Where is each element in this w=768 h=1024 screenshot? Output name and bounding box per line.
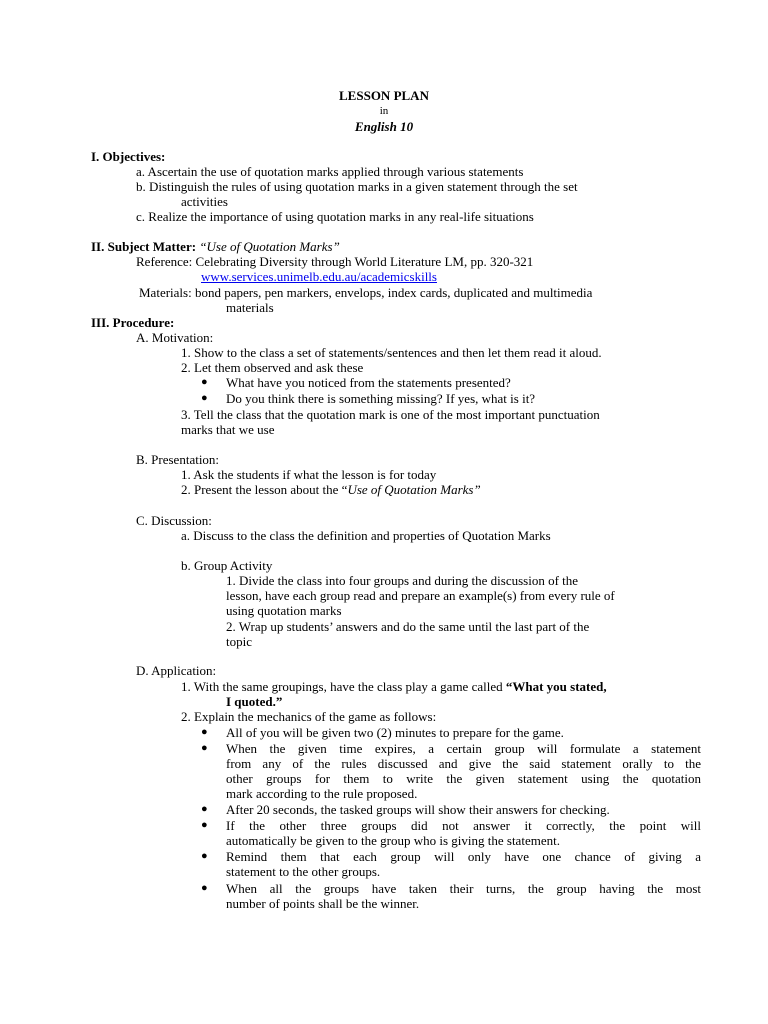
application-label: D. Application:	[136, 663, 217, 678]
discussion-label: C. Discussion:	[136, 513, 212, 528]
procedure-heading: III. Procedure:	[91, 315, 175, 330]
motivation-step-3-continued: marks that we use	[181, 422, 275, 437]
bullet-icon: ●	[201, 803, 208, 815]
subject-matter-line	[91, 239, 340, 254]
mechanic-2-end: mark according to the rule proposed.	[226, 786, 418, 801]
presentation-label: B. Presentation:	[136, 452, 220, 467]
materials-continued: materials	[226, 300, 274, 315]
presentation-step-2-topic: Use of Quotation Marks”	[347, 482, 481, 497]
mechanic-4-end: automatically be given to the group who is giving the statement.	[226, 833, 560, 848]
bullet-icon: ●	[201, 726, 208, 738]
reference-text: Reference: Celebrating Diversity through World Literature LM, pp. 320-321	[136, 254, 534, 269]
objective-b: b. Distinguish the rules of using quotation marks in a given statement through the set	[136, 179, 578, 194]
group-step-1: 1. Divide the class into four groups and during the discussion of the	[226, 573, 579, 588]
application-step-1	[181, 679, 607, 694]
subject-matter-topic: “Use of Quotation Marks”	[199, 239, 340, 254]
group-step-1-end: using quotation marks	[226, 603, 342, 618]
mechanic-3: After 20 seconds, the tasked groups will show their answers for checking.	[226, 802, 610, 817]
objective-b-continued: activities	[181, 194, 228, 209]
bullet-icon: ●	[201, 392, 208, 404]
presentation-step-1: 1. Ask the students if what the lesson is for today	[181, 467, 437, 482]
mechanic-6: When all the groups have taken their turns, the group having the most	[226, 881, 701, 896]
subject-matter-heading: II. Subject Matter:	[91, 239, 197, 254]
page-title: LESSON PLAN	[339, 88, 429, 103]
motivation-step-2: 2. Let them observed and ask these	[181, 360, 364, 375]
motivation-step-3: 3. Tell the class that the quotation mark is one of the most important punctuation	[181, 407, 600, 422]
motivation-label: A. Motivation:	[136, 330, 214, 345]
motivation-question-1: What have you noticed from the statements presented?	[226, 375, 511, 390]
motivation-step-1: 1. Show to the class a set of statements/sentences and then let them read it aloud.	[181, 345, 602, 360]
subject-title: English 10	[354, 119, 414, 134]
mechanic-2-continued: from any of the rules discussed and give the said statement orally to the	[226, 756, 701, 771]
mechanic-5: Remind them that each group will only have one chance of giving a	[226, 849, 701, 864]
group-step-2: 2. Wrap up students’ answers and do the same until the last part of the	[226, 619, 590, 634]
bullet-icon: ●	[201, 819, 208, 831]
mechanic-5-end: statement to the other groups.	[226, 864, 381, 879]
materials-text: Materials: bond papers, pen markers, envelops, index cards, duplicated and multimedia	[139, 285, 593, 300]
group-step-2-continued: topic	[226, 634, 252, 649]
presentation-step-2-text: 2. Present the lesson about the “	[181, 482, 348, 497]
title-connector: in	[379, 105, 389, 117]
mechanic-2-continued: other groups for them to write the given statement using the quotation	[226, 771, 701, 786]
objective-a: a. Ascertain the use of quotation marks applied through various statements	[136, 164, 524, 179]
bullet-icon: ●	[201, 882, 208, 894]
objective-c: c. Realize the importance of using quotation marks in any real-life situations	[136, 209, 534, 224]
application-step-2: 2. Explain the mechanics of the game as follows:	[181, 709, 437, 724]
application-step-1-text: 1. With the same groupings, have the class play a game called	[181, 679, 506, 694]
discussion-item-b: b. Group Activity	[181, 558, 273, 573]
mechanic-2: When the given time expires, a certain group will formulate a statement	[226, 741, 701, 756]
group-step-1-continued: lesson, have each group read and prepare an example(s) from every rule of	[226, 588, 615, 603]
presentation-step-2	[181, 482, 481, 497]
game-name-continued: I quoted.”	[226, 694, 283, 709]
motivation-question-2: Do you think there is something missing? If yes, what is it?	[226, 391, 536, 406]
reference-link[interactable]: www.services.unimelb.edu.au/academicskills	[201, 269, 437, 284]
game-name: “What you stated,	[505, 679, 607, 694]
bullet-icon: ●	[201, 742, 208, 754]
mechanic-4: If the other three groups did not answer it correctly, the point will	[226, 818, 701, 833]
bullet-icon: ●	[201, 850, 208, 862]
mechanic-6-end: number of points shall be the winner.	[226, 896, 420, 911]
objectives-heading: I. Objectives:	[91, 149, 166, 164]
discussion-item-a: a. Discuss to the class the definition and properties of Quotation Marks	[181, 528, 551, 543]
mechanic-1: All of you will be given two (2) minutes to prepare for the game.	[226, 725, 564, 740]
bullet-icon: ●	[201, 376, 208, 388]
